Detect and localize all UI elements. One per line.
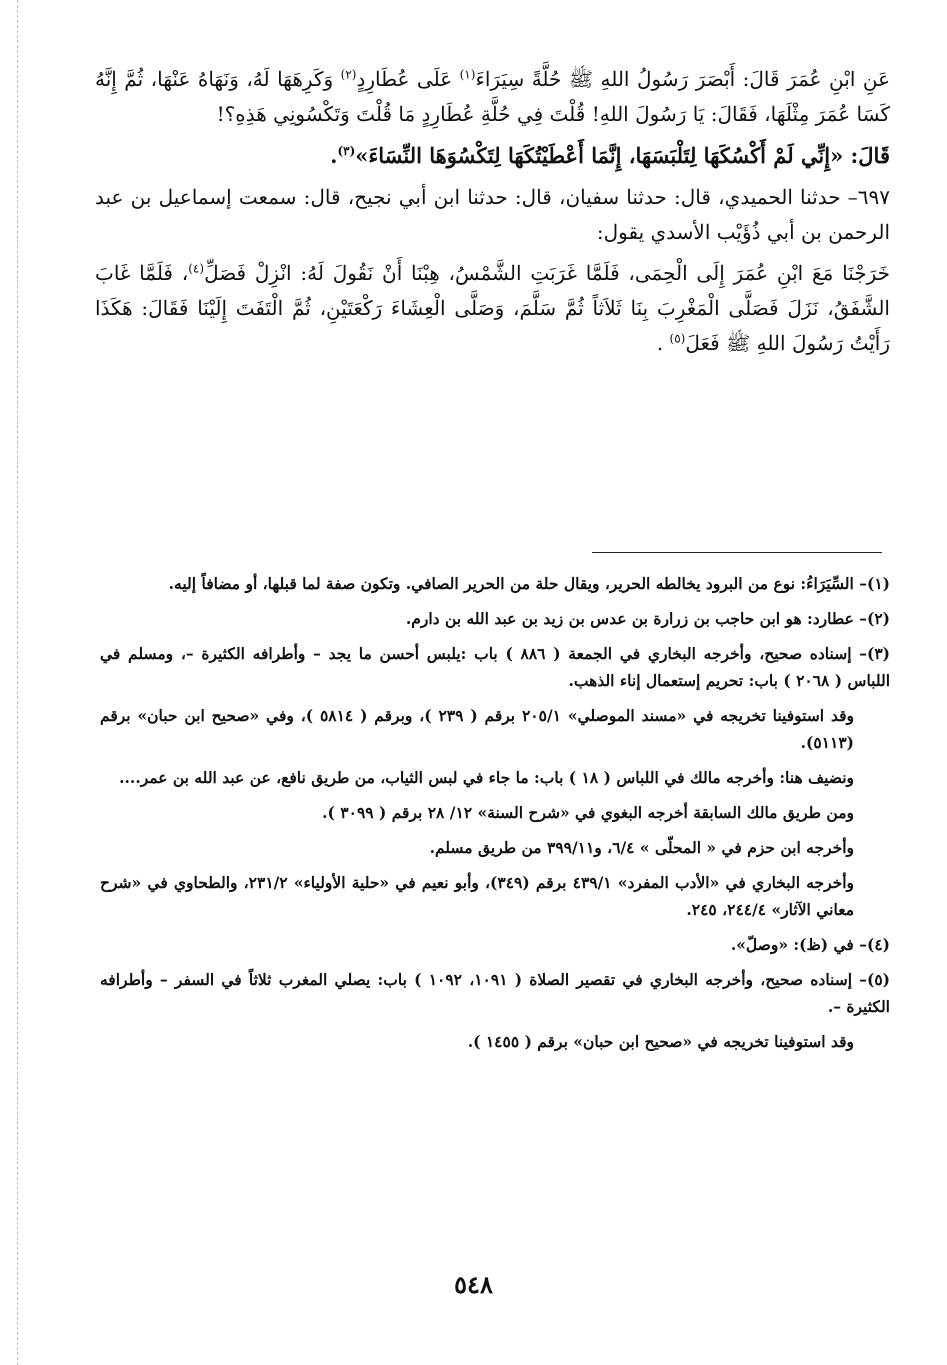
footnote-ref-3[interactable]: (٣) bbox=[337, 144, 356, 158]
hadith-697-isnad bbox=[95, 180, 890, 250]
page-number: ٥٤٨ bbox=[454, 1270, 493, 1299]
narration-text: وَكَرِهَهَا لَهُ، وَنَهَاهُ عَنْهَا، ثُمَّ إِنَّهُ كَسَا عُمَرَ مِثْلَهَا، فَقَالَ: يَا رَسُولَ اللهِ! قُلْتَ فِي حُلَّةِ عُطَارِدٍ مَا قُلْتَ وَتَكْسُونِي هَذِهِ؟! bbox=[95, 67, 890, 126]
narration-text: عَنِ ابْنِ عُمَرَ قَالَ: أَبْصَرَ رَسُولُ اللهِ ﷺ حُلَّةً سِيَرَاءَ bbox=[475, 67, 891, 91]
footnote-3: (٣)– إسناده صحيح، وأخرجه البخاري في الجمعة ( ٨٨٦ ) باب :يلبس أحسن ما يجد – وأطرافه الكثيرة –، ومسلم في اللباس ( ٢٠٦٨ ) باب: تحريم إستعمال إناء الذهب. bbox=[100, 644, 890, 690]
matn-end: . bbox=[656, 331, 670, 355]
main-text bbox=[95, 62, 890, 361]
footnote-3-continuation: وأخرجه البخاري في «الأدب المفرد» ٤٣٩/١ برقم (٣٤٩)، وأبو نعيم في «حلية الأولياء» ٢٣١/٢، والطحاوي في «شرح معاني الآثار» ٢٤٤/٤، ٢٤٥. bbox=[100, 873, 855, 919]
footnote-ref-1[interactable]: (١) bbox=[459, 67, 476, 82]
footnote-ref-5[interactable]: (٥) bbox=[669, 331, 686, 346]
saying-text: إِنِّي لَمْ أَكْسُكَهَا لِتَلْبَسَهَا، إِنَّمَا أَعْطَيْتُكَهَا لِتَكْسُوَهَا النِّسَاءَ bbox=[368, 143, 831, 168]
prophetic-saying bbox=[95, 136, 890, 176]
footnotes bbox=[100, 570, 890, 1063]
saying-intro: قَالَ: « bbox=[830, 143, 890, 168]
isnad-text: – حدثنا الحميدي، قال: حدثنا سفيان، قال: حدثنا ابن أبي نجيح، قال: سمعت إسماعيل بن عبد الرحمن بن أبي ذُؤَيْب الأسدي يقول: bbox=[95, 185, 890, 244]
footnote-2: (٢)– عطارد: هو ابن حاجب بن زرارة بن عدس بن زيد بن عبد الله بن دارم. bbox=[405, 609, 890, 628]
matn-text: ، فَلَمَّا غَابَ الشَّفَقُ، نَزَلَ فَصَلَّى الْمَغْرِبَ بِنَا ثَلاَثاً ثُمَّ سَلَّمَ، وَصَلَّى الْعِشَاءَ رَكْعَتَيْنِ، ثُمَّ الْتَفَتَ إِلَيْنَا فَقَالَ: هَكَذَا رَأَيْتُ رَسُولَ اللهِ ﷺ فَعَلَ bbox=[95, 261, 890, 355]
footnote-3-continuation: وقد استوفينا تخريجه في «مسند الموصلي» ٢٠٥/١ برقم ( ٢٣٩ )، وبرقم ( ٥٨١٤ )، وفي «صحيح ابن حبان» برقم (٥١١٣). bbox=[100, 706, 854, 752]
footnote-1: (١)– السِّيَرَاءُ: نوع من البرود يخالطه الحرير، ويقال حلة من الحرير الصافي. وتكون صفة لما قبلها، أو مضافاً إليه. bbox=[168, 574, 890, 593]
footnote-3-continuation: ونضيف هنا: وأخرجه مالك في اللباس ( ١٨ ) باب: ما جاء في لبس الثياب، من طريق نافع، عن عبد الله بن عمر.... bbox=[119, 768, 854, 787]
footnote-3-continuation: ومن طريق مالك السابقة أخرجه البغوي في «شرح السنة» ١٢/ ٢٨ برقم ( ٣٠٩٩ ). bbox=[322, 803, 854, 822]
footnote-ref-4[interactable]: (٤) bbox=[188, 261, 205, 276]
matn-text: خَرَجْنَا مَعَ ابْنِ عُمَرَ إِلَى الْحِمَى، فَلَمَّا غَرَبَتِ الشَّمْسُ، هِبْنَا أَنْ نَقُولَ لَهُ: انْزِلْ فَصَلِّ bbox=[204, 261, 890, 285]
hadith-number: ٦٩٧ bbox=[857, 185, 890, 209]
hadith-697-matn bbox=[95, 256, 890, 361]
hadith-696-narration bbox=[95, 62, 890, 132]
footnote-3-continuation: وأخرجه ابن حزم في « المحلّى » ٦/٤، و٣٩٩/١١ من طريق مسلم. bbox=[429, 838, 854, 857]
narration-text: عَلَى عُطَارِدٍ bbox=[356, 67, 460, 91]
footnote-4: (٤)– في (ظ): «وصلّ». bbox=[730, 935, 890, 954]
footnote-5-continuation: وقد استوفينا تخريجه في «صحيح ابن حبان» برقم ( ١٤٥٥ ). bbox=[467, 1032, 854, 1051]
binding-guide-line bbox=[17, 0, 18, 1365]
footnote-ref-2[interactable]: (٢) bbox=[340, 67, 357, 82]
saying-close: » bbox=[355, 143, 369, 168]
saying-end: . bbox=[330, 143, 338, 168]
footnote-5: (٥)– إسناده صحيح، وأخرجه البخاري في تقصير الصلاة ( ١٠٩١، ١٠٩٢ ) باب: يصلي المغرب ثلاثاً في السفر – وأطرافه الكثيرة –. bbox=[100, 970, 890, 1016]
footnote-separator bbox=[592, 552, 882, 553]
